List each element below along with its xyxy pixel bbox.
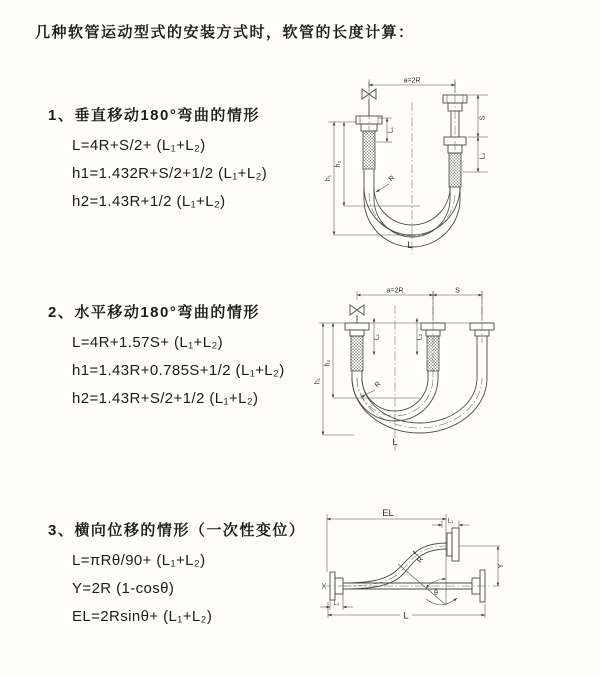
diagram-1-svg bbox=[312, 72, 600, 264]
middle-pipe-connector bbox=[421, 323, 445, 378]
centerlines bbox=[357, 291, 482, 451]
section-lateral-displacement bbox=[48, 519, 305, 631]
dim-label-conn-right: L₂ bbox=[479, 152, 487, 160]
formula-h2-2: h2=1.43R+S/2+1/2 (L₁+L₂) bbox=[72, 390, 259, 407]
left-pipe-connector bbox=[345, 323, 369, 378]
dim-label-radius: R bbox=[416, 556, 426, 565]
formula-L-1: L=4R+S/2+ (L₁+L₂) bbox=[72, 137, 206, 154]
dim-label-a2r: a=2R bbox=[386, 287, 404, 295]
section-3-heading: 3、横向位移的情形（一次性变位） bbox=[48, 522, 306, 539]
dim-label-h-outer: h₁ bbox=[325, 174, 332, 182]
diagram-lateral-displacement bbox=[300, 498, 600, 643]
section-horizontal-movement bbox=[48, 301, 285, 413]
formula-L-2: L=4R+1.57S+ (L₁+L₂) bbox=[72, 334, 224, 351]
angle-construction bbox=[398, 514, 457, 605]
dim-label-h-inner: h₂ bbox=[324, 359, 332, 367]
formula-EL-3: EL=2Rsinθ+ (L₁+L₂) bbox=[72, 608, 213, 625]
dim-label-stroke-s: S bbox=[455, 287, 460, 295]
valve-icon bbox=[362, 89, 376, 116]
dim-label-h-inner: h₂ bbox=[335, 160, 342, 168]
upper-flange-hub bbox=[447, 533, 452, 556]
diagram-2-svg bbox=[308, 283, 598, 461]
dim-label-radius: R bbox=[387, 174, 397, 184]
braid-section bbox=[363, 131, 375, 169]
dim-label-conn-left: L₁ bbox=[387, 126, 395, 134]
dimension-lines bbox=[315, 288, 495, 449]
dim-label-h-outer: h₁ bbox=[314, 377, 322, 385]
dim-label-stroke-s: S bbox=[479, 115, 487, 121]
formula-h2-1: h2=1.43R+1/2 (L₁+L₂) bbox=[72, 193, 226, 210]
dim-label-conn-left: L₂ bbox=[333, 601, 340, 607]
diagram-horizontal-180-bend bbox=[308, 283, 598, 461]
centerlines bbox=[369, 79, 455, 254]
dim-label-length: L bbox=[407, 240, 413, 251]
section-1-heading: 1、垂直移动180°弯曲的情形 bbox=[48, 107, 260, 124]
formula-Y-3: Y=2R (1-cosθ) bbox=[72, 580, 175, 597]
dim-label-y: Y bbox=[498, 563, 505, 569]
dim-label-el: EL bbox=[382, 508, 394, 519]
dim-label-length: L bbox=[392, 437, 398, 448]
formula-h1-2: h1=1.43R+0.785S+1/2 (L₁+L₂) bbox=[72, 362, 285, 379]
upper-flange bbox=[452, 528, 459, 561]
braid-section bbox=[427, 336, 439, 371]
formula-h1-1: h1=1.432R+S/2+1/2 (L₁+L₂) bbox=[72, 165, 268, 182]
dim-label-conn-top: L₁ bbox=[447, 518, 454, 525]
dimension-lines bbox=[320, 508, 505, 622]
curved-hose-position bbox=[343, 528, 459, 589]
section-vertical-movement bbox=[48, 104, 267, 216]
right-pipe-connector bbox=[470, 323, 494, 378]
dim-label-conn-mid: L₂ bbox=[416, 333, 424, 341]
formula-L-3: L=πRθ/90+ (L₁+L₂) bbox=[72, 552, 206, 569]
valve-icon bbox=[350, 305, 364, 323]
section-2-heading: 2、水平移动180°弯曲的情形 bbox=[48, 304, 260, 321]
page-title: 几种软管运动型式的安装方式时，软管的长度计算： bbox=[35, 24, 415, 41]
diagram-vertical-180-bend bbox=[312, 72, 600, 264]
hose-bend-curves bbox=[352, 378, 487, 433]
dim-label-angle: θ bbox=[434, 590, 438, 597]
diagram-3-svg bbox=[300, 498, 600, 643]
dim-label-length: L bbox=[403, 610, 409, 622]
dim-label-a2r: a=2R bbox=[403, 77, 421, 85]
dim-label-radius: R bbox=[373, 380, 383, 390]
braid-section bbox=[351, 336, 363, 371]
dim-label-conn-left: L₁ bbox=[373, 333, 381, 341]
braid-section bbox=[449, 153, 461, 187]
